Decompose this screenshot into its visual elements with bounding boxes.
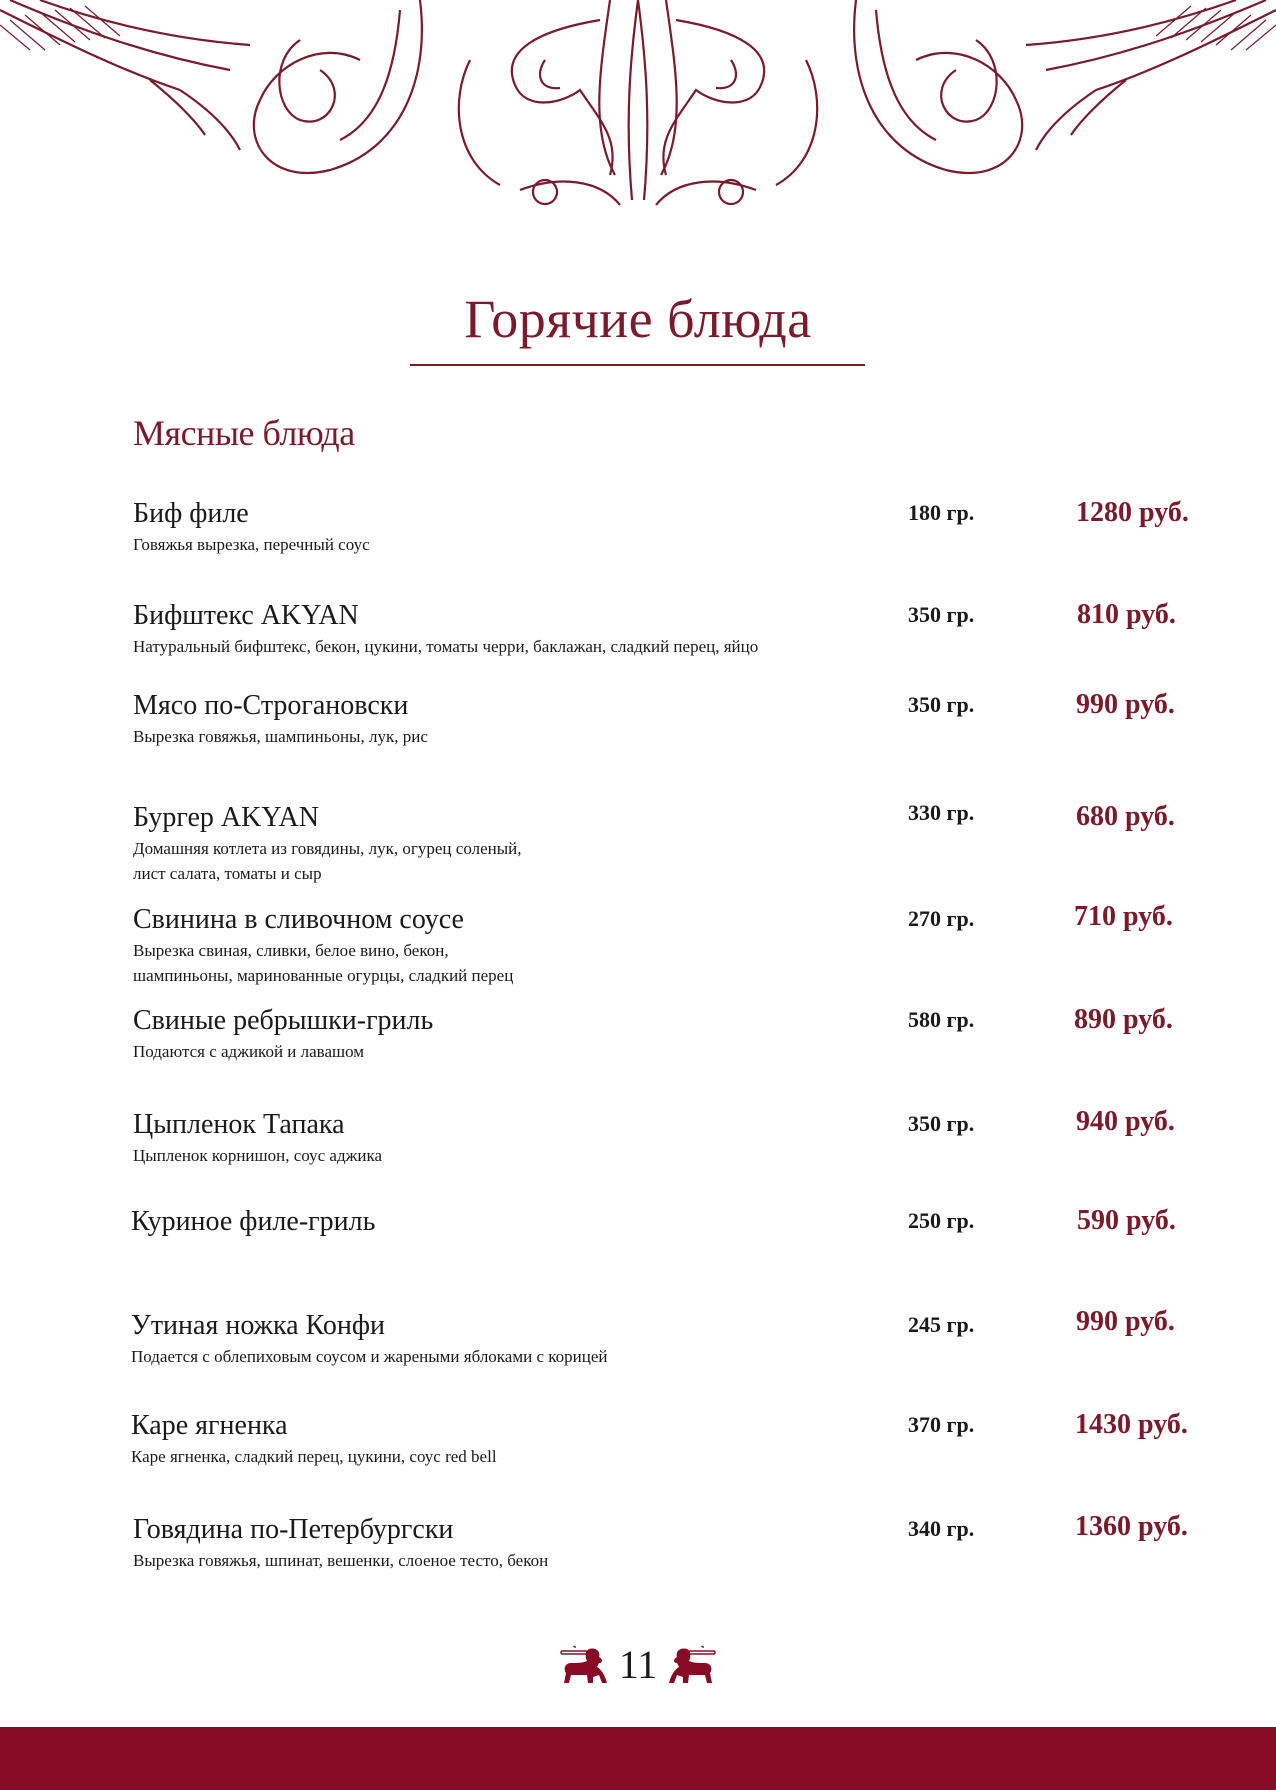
item-description: Вырезка свиная, сливки, белое вино, бекон, шампиньоны, маринованные огурцы, сладкий перец — [133, 941, 514, 985]
item-weight: 350 гр. — [908, 692, 975, 717]
item-weight: 245 гр. — [908, 1312, 975, 1337]
item-weight: 180 гр. — [908, 500, 975, 525]
item-description: Вырезка говяжья, шампиньоны, лук, рис — [133, 727, 428, 746]
item-price: 590 руб. — [1077, 1205, 1176, 1236]
item-name: Цыпленок Тапака — [133, 1109, 345, 1140]
item-name: Биф филе — [133, 498, 249, 529]
item-description: Цыпленок корнишон, соус аджика — [133, 1146, 382, 1165]
item-name: Свиные ребрышки-гриль — [133, 1005, 434, 1036]
item-weight: 350 гр. — [908, 1111, 975, 1136]
item-price: 990 руб. — [1076, 1306, 1175, 1337]
item-weight: 330 гр. — [908, 800, 975, 825]
footer-bar — [0, 1727, 1276, 1790]
item-weight: 370 гр. — [908, 1412, 975, 1437]
item-price: 810 руб. — [1077, 599, 1176, 630]
item-name: Утиная ножка Конфи — [131, 1310, 385, 1341]
section-title: Мясные блюда — [133, 413, 355, 453]
item-price: 1280 руб. — [1076, 497, 1189, 528]
page-number-block — [0, 1642, 1276, 1687]
item-name: Каре ягненка — [131, 1410, 288, 1441]
item-price: 990 руб. — [1076, 689, 1175, 720]
baroque-ornament-icon — [0, 0, 1276, 215]
item-description: Подается с облепиховым соусом и жареными яблоками с корицей — [131, 1347, 608, 1366]
item-name: Говядина по-Петербургски — [133, 1514, 454, 1545]
item-description: Подаются с аджикой и лавашом — [133, 1042, 365, 1061]
item-description: Домашняя котлета из говядины, лук, огурец соленый, лист салата, томаты и сыр — [133, 839, 522, 883]
item-price: 710 руб. — [1074, 901, 1173, 932]
item-description: Говяжья вырезка, перечный соус — [133, 535, 370, 554]
item-price: 890 руб. — [1074, 1004, 1173, 1035]
item-description: Натуральный бифштекс, бекон, цукини, томаты черри, баклажан, сладкий перец, яйцо — [133, 637, 759, 656]
title-underline — [410, 364, 865, 366]
item-price: 680 руб. — [1076, 801, 1175, 832]
item-price: 1430 руб. — [1075, 1409, 1188, 1440]
page-title: Горячие блюда — [464, 289, 812, 349]
item-weight: 270 гр. — [908, 906, 975, 931]
item-weight: 350 гр. — [908, 602, 975, 627]
item-price: 940 руб. — [1076, 1106, 1175, 1137]
item-name: Бифштекс AKYAN — [133, 600, 359, 631]
item-weight: 580 гр. — [908, 1007, 975, 1032]
item-name: Мясо по-Строгановски — [133, 690, 409, 721]
item-name: Свинина в сливочном соусе — [133, 904, 464, 935]
item-weight: 340 гр. — [908, 1516, 975, 1541]
lion-icon — [665, 1645, 717, 1685]
item-description: Вырезка говяжья, шпинат, вешенки, слоеное тесто, бекон — [133, 1551, 549, 1570]
item-name: Бургер AKYAN — [133, 802, 319, 833]
item-weight: 250 гр. — [908, 1208, 975, 1233]
lion-icon — [559, 1645, 611, 1685]
page-number: 11 — [618, 1642, 658, 1687]
item-name: Куриное филе-гриль — [131, 1206, 376, 1237]
item-description: Каре ягненка, сладкий перец, цукини, соус red bell — [131, 1447, 497, 1466]
item-price: 1360 руб. — [1075, 1511, 1188, 1542]
